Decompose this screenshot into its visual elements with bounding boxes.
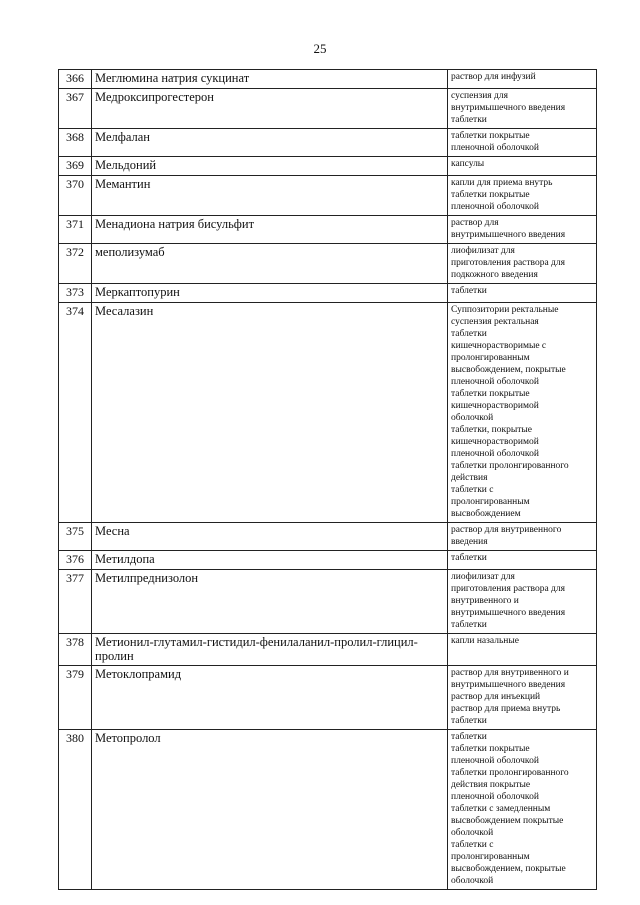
drug-name: Метопролол	[92, 730, 448, 890]
dosage-form-line: пролонгированным	[451, 852, 530, 862]
table-row	[59, 176, 597, 216]
table-row	[59, 303, 597, 523]
drug-name: Меркаптопурин	[92, 284, 448, 303]
dosage-forms	[448, 157, 597, 176]
table-row	[59, 523, 597, 551]
dosage-form-line: кишечнорастворимые с	[451, 341, 547, 351]
dosage-form-line: приготовления раствора для	[451, 584, 565, 594]
dosage-form-line: таблетки пролонгированного	[451, 461, 569, 471]
dosage-form-line: высвобождением	[451, 509, 521, 519]
drug-name: Мельдоний	[92, 157, 448, 176]
dosage-form-line: введения	[451, 537, 488, 547]
row-number: 378	[59, 634, 92, 666]
table-row	[59, 129, 597, 157]
page-number: 25	[313, 41, 327, 56]
dosage-form-line: таблетки покрытые	[451, 389, 530, 399]
dosage-forms	[448, 666, 597, 730]
dosage-forms	[448, 70, 597, 89]
dosage-form-line: капли назальные	[451, 636, 519, 646]
row-number: 373	[59, 284, 92, 303]
dosage-forms	[448, 216, 597, 244]
dosage-form-line: Суппозитории ректальные	[451, 305, 559, 315]
row-number: 377	[59, 570, 92, 634]
dosage-form-line: оболочкой	[451, 828, 494, 838]
drug-name: Мелфалан	[92, 129, 448, 157]
dosage-form-line: оболочкой	[451, 876, 494, 886]
drug-name: Медроксипрогестерон	[92, 89, 448, 129]
dosage-form-line: лиофилизат для	[451, 246, 515, 256]
dosage-forms	[448, 284, 597, 303]
table-row	[59, 70, 597, 89]
dosage-form-line: кишечнорастворимой	[451, 437, 539, 447]
dosage-form-line: таблетки пролонгированного	[451, 768, 569, 778]
dosage-form-line: суспензия ректальная	[451, 317, 539, 327]
dosage-form-line: высвобождением, покрытые	[451, 864, 566, 874]
dosage-form-line: внутримышечного введения	[451, 103, 566, 113]
dosage-form-line: таблетки покрытые	[451, 131, 530, 141]
dosage-form-line: таблетки	[451, 286, 487, 296]
drug-name: Мемантин	[92, 176, 448, 216]
table-row	[59, 634, 597, 666]
dosage-form-line: действия	[451, 473, 488, 483]
dosage-form-line: таблетки	[451, 620, 487, 630]
drug-name: Менадиона натрия бисульфит	[92, 216, 448, 244]
dosage-form-line: таблетки, покрытые	[451, 425, 532, 435]
dosage-form-line: внутримышечного введения	[451, 680, 566, 690]
row-number: 374	[59, 303, 92, 523]
dosage-forms	[448, 176, 597, 216]
drug-name: Метоклопрамид	[92, 666, 448, 730]
dosage-form-line: высвобождением покрытые	[451, 816, 564, 826]
dosage-forms	[448, 523, 597, 551]
row-number: 368	[59, 129, 92, 157]
table-row	[59, 157, 597, 176]
dosage-form-line: капли для приема внутрь	[451, 178, 553, 188]
drug-table-body	[59, 70, 597, 890]
dosage-form-line: пролонгированным	[451, 497, 530, 507]
dosage-form-line: пролонгированным	[451, 353, 530, 363]
table-row	[59, 666, 597, 730]
row-number: 376	[59, 551, 92, 570]
table-row	[59, 551, 597, 570]
dosage-form-line: высвобождением, покрытые	[451, 365, 566, 375]
row-number: 369	[59, 157, 92, 176]
dosage-forms	[448, 570, 597, 634]
dosage-form-line: подкожного введения	[451, 270, 538, 280]
row-number: 366	[59, 70, 92, 89]
dosage-form-line: внутримышечного введения	[451, 230, 566, 240]
dosage-forms	[448, 89, 597, 129]
dosage-form-line: раствор для инфузий	[451, 72, 536, 82]
dosage-form-line: таблетки с	[451, 485, 494, 495]
dosage-forms	[448, 244, 597, 284]
dosage-form-line: раствор для инъекций	[451, 692, 541, 702]
dosage-forms	[448, 551, 597, 570]
table-row	[59, 730, 597, 890]
dosage-form-line: действия покрытые	[451, 780, 531, 790]
row-number: 380	[59, 730, 92, 890]
dosage-form-line: таблетки с	[451, 840, 494, 850]
dosage-form-line: внутримышечного введения	[451, 608, 566, 618]
dosage-form-line: таблетки покрытые	[451, 190, 530, 200]
dosage-form-line: пленочной оболочкой	[451, 377, 539, 387]
drug-name: Месалазин	[92, 303, 448, 523]
drug-table	[58, 69, 597, 890]
drug-name: меполизумаб	[92, 244, 448, 284]
dosage-form-line: таблетки	[451, 716, 487, 726]
dosage-form-line: таблетки	[451, 553, 487, 563]
row-number: 379	[59, 666, 92, 730]
drug-name: Меглюмина натрия сукцинат	[92, 70, 448, 89]
dosage-form-line: приготовления раствора для	[451, 258, 565, 268]
dosage-form-line: таблетки	[451, 329, 487, 339]
dosage-form-line: пленочной оболочкой	[451, 449, 539, 459]
dosage-form-line: таблетки покрытые	[451, 744, 530, 754]
table-row	[59, 284, 597, 303]
drug-name: Метионил-глутамил-гистидил-фенилаланил-пролил-глицил-пролин	[92, 634, 448, 666]
dosage-form-line: пленочной оболочкой	[451, 202, 539, 212]
table-row	[59, 570, 597, 634]
table-row	[59, 89, 597, 129]
dosage-form-line: раствор для приема внутрь	[451, 704, 561, 714]
row-number: 370	[59, 176, 92, 216]
dosage-form-line: раствор для	[451, 218, 499, 228]
table-row	[59, 216, 597, 244]
dosage-form-line: раствор для внутривенного	[451, 525, 562, 535]
dosage-form-line: кишечнорастворимой	[451, 401, 539, 411]
row-number: 371	[59, 216, 92, 244]
dosage-form-line: капсулы	[451, 159, 485, 169]
dosage-form-line: таблетки	[451, 115, 487, 125]
table-row	[59, 244, 597, 284]
dosage-form-line: внутривенного и	[451, 596, 519, 606]
row-number: 367	[59, 89, 92, 129]
dosage-form-line: суспензия для	[451, 91, 508, 101]
drug-name: Месна	[92, 523, 448, 551]
dosage-form-line: пленочной оболочкой	[451, 143, 539, 153]
dosage-form-line: пленочной оболочкой	[451, 792, 539, 802]
drug-name: Метилпреднизолон	[92, 570, 448, 634]
row-number: 372	[59, 244, 92, 284]
dosage-form-line: лиофилизат для	[451, 572, 515, 582]
dosage-form-line: таблетки	[451, 732, 487, 742]
dosage-form-line: оболочкой	[451, 413, 494, 423]
dosage-form-line: пленочной оболочкой	[451, 756, 539, 766]
row-number: 375	[59, 523, 92, 551]
dosage-forms	[448, 303, 597, 523]
dosage-form-line: таблетки с замедленным	[451, 804, 551, 814]
dosage-form-line: раствор для внутривенного и	[451, 668, 569, 678]
dosage-forms	[448, 129, 597, 157]
dosage-forms	[448, 634, 597, 666]
drug-name: Метилдопа	[92, 551, 448, 570]
dosage-forms	[448, 730, 597, 890]
